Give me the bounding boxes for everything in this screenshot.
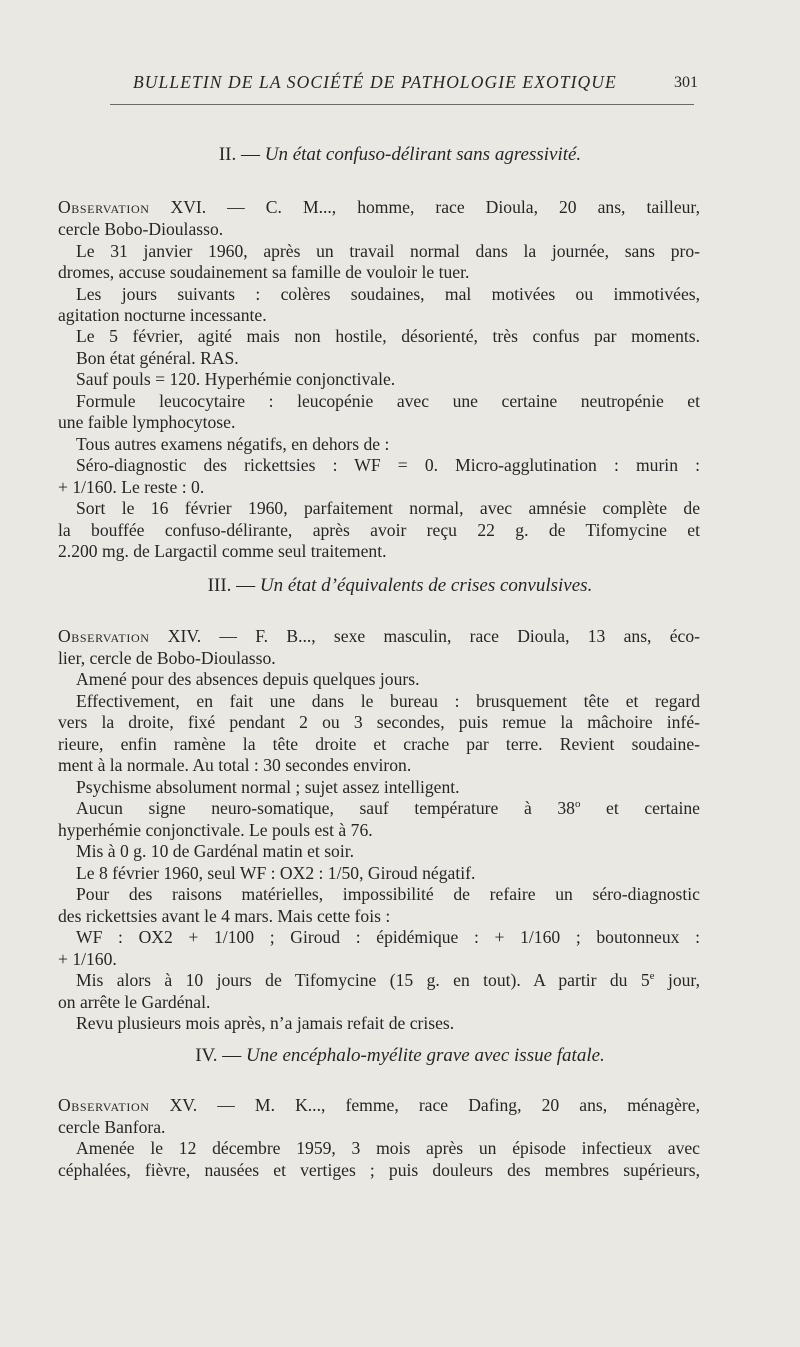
text-line: Aucun signe neuro-somatique, sauf température à 38$^o$ et certaine	[76, 798, 700, 818]
header-rule	[110, 104, 694, 105]
section-title-iv	[0, 1045, 800, 1067]
text-line: la bouffée confuso-délirante, après avoir reçu 22 g. de Tifomycine et	[58, 520, 700, 540]
text-line: Effectivement, en fait une dans le bureau : brusquement tête et regard	[76, 691, 700, 711]
section-heading: Une encéphalo-myélite grave avec issue fatale.	[246, 1045, 605, 1066]
text-line: Mis à 0 g. 10 de Gardénal matin et soir.	[76, 841, 355, 861]
text-line: Sort le 16 février 1960, parfaitement normal, avec amnésie complète de	[76, 498, 700, 518]
text-line: Les jours suivants : colères soudaines, mal motivées ou immotivées,	[76, 284, 700, 304]
observation-label: Observation	[58, 1095, 150, 1115]
observation-label: Observation	[58, 626, 150, 646]
text-line: Le 31 janvier 1960, après un travail normal dans la journée, sans pro-	[76, 241, 700, 261]
text-line: Revu plusieurs mois après, n’a jamais refait de crises.	[76, 1013, 455, 1033]
text-line: céphalées, fièvre, nausées et vertiges ; puis douleurs des membres supérieurs,	[58, 1160, 700, 1180]
text-line: ment à la normale. Au total : 30 secondes environ.	[58, 755, 412, 775]
text-line: + 1/160.	[58, 949, 117, 969]
text-line: une faible lymphocytose.	[58, 412, 236, 432]
section-number: III. —	[207, 575, 256, 596]
section-heading: Un état d’équivalents de crises convulsives.	[259, 575, 593, 596]
text-line: Amené pour des absences depuis quelques jours.	[76, 669, 420, 689]
text-line: agitation nocturne incessante.	[58, 305, 267, 325]
text-line: cercle Banfora.	[58, 1117, 166, 1137]
text-line: lier, cercle de Bobo-Dioulasso.	[58, 648, 276, 668]
section-number: II. —	[218, 144, 260, 165]
section-heading: Un état confuso-délirant sans agressivité.	[264, 144, 582, 165]
section-title-iii	[0, 575, 800, 597]
text-line: Psychisme absolument normal ; sujet assez intelligent.	[76, 777, 460, 797]
text-line: Tous autres examens négatifs, en dehors de :	[76, 434, 390, 454]
text-line: Le 5 février, agité mais non hostile, désorienté, très confus par moments.	[76, 326, 700, 346]
text-line: Pour des raisons matérielles, impossibilité de refaire un séro-diagnostic	[76, 884, 700, 904]
observation-label: Observation	[58, 197, 150, 217]
text-line: hyperhémie conjonctivale. Le pouls est à 76.	[58, 820, 373, 840]
text-line: Séro-diagnostic des rickettsies : WF = 0. Micro-agglutination : murin :	[76, 455, 700, 475]
text-line: vers la droite, fixé pendant 2 ou 3 secondes, puis remue la mâchoire infé-	[58, 712, 700, 732]
text-line: Observation XV. — M. K..., femme, race Dafing, 20 ans, ménagère,	[58, 1095, 700, 1115]
text-line: Bon état général. RAS.	[76, 348, 239, 368]
section-title-ii	[0, 144, 800, 166]
text-line: cercle Bobo-Dioulasso.	[58, 219, 224, 239]
text-line: Amenée le 12 décembre 1959, 3 mois après un épisode infectieux avec	[76, 1138, 700, 1158]
text-line: dromes, accuse soudainement sa famille de vouloir le tuer.	[58, 262, 470, 282]
text-line: + 1/160. Le reste : 0.	[58, 477, 205, 497]
section-number: IV. —	[195, 1045, 242, 1066]
text-line: Observation XVI. — C. M..., homme, race Dioula, 20 ans, tailleur,	[58, 197, 700, 217]
text-line: on arrête le Gardénal.	[58, 992, 211, 1012]
text-line: rieure, enfin ramène la tête droite et crache par terre. Revient soudaine-	[58, 734, 700, 754]
text-line: 2.200 mg. de Largactil comme seul traitement.	[58, 541, 387, 561]
text-line: Mis alors à 10 jours de Tifomycine (15 g. en tout). A partir du 5e jour,	[76, 970, 700, 990]
running-header	[0, 72, 800, 96]
text-line: Sauf pouls = 120. Hyperhémie conjonctivale.	[76, 369, 396, 389]
text-line: WF : OX2 + 1/100 ; Giroud : épidémique : + 1/160 ; boutonneux :	[76, 927, 700, 947]
text-line: Le 8 février 1960, seul WF : OX2 : 1/50, Giroud négatif.	[76, 863, 476, 883]
text-line: Observation XIV. — F. B..., sexe masculin, race Dioula, 13 ans, éco-	[58, 626, 700, 646]
page-number: 301	[674, 74, 698, 91]
text-line: des rickettsies avant le 4 mars. Mais cette fois :	[58, 906, 391, 926]
text-line: Formule leucocytaire : leucopénie avec une certaine neutropénie et	[76, 391, 700, 411]
journal-title: BULLETIN DE LA SOCIÉTÉ DE PATHOLOGIE EXOTIQUE	[133, 72, 617, 92]
